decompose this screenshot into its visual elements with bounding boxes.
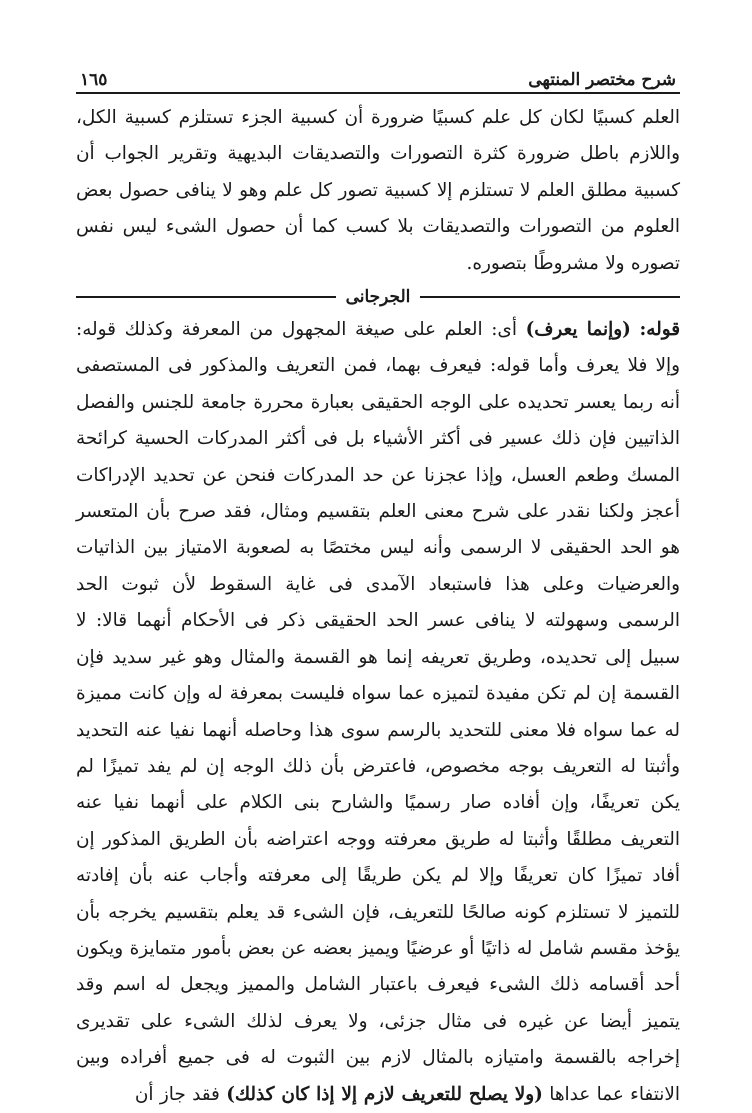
section-title: الجرجانى xyxy=(345,287,411,308)
page-number: ١٦٥ xyxy=(80,70,108,90)
divider-rule-left xyxy=(76,296,336,298)
page-header xyxy=(76,62,680,94)
qawluh-label: قوله: xyxy=(639,319,680,341)
running-title: شرح مختصر المنتهى xyxy=(528,70,676,90)
divider-rule-right xyxy=(420,296,680,298)
quoted-text-2: (ولا يصلح للتعريف لازم إلا إذا كان كذلك) xyxy=(226,1083,543,1105)
main-paragraph xyxy=(76,312,680,1113)
commentary-text-1: أى: العلم على صيغة المجهول من المعرفة وكذلك قوله: وإلا فلا يعرف وأما قوله: فيعرف بهما، فمن التعريف والمذكور فى المستصفى أنه ربما يعسر تحديده على الوجه الحقيقى بعبارة محررة جامعة للجنس والفصل الذاتيين فإن ذلك عسير فى أكثر الأشياء بل فى أكثر المدركات الحسية كرائحة المسك وطعم العسل، وإذا عجزنا عن حد المدركات فنحن عن تحديد الإدراكات أعجز ولكنا نقدر على شرح معنى العلم بتقسيم ومثال، فقد صرح بأن المتعسر هو الحد الحقيقى لا الرسمى وأنه ليس مختصًا به لصعوبة الامتياز بين الذاتيات والعرضيات وعلى هذا فاستبعاد الآمدى فى غاية السقوط لأن ثبوت الحد الرسمى وسهولته لا ينافى عسر الحد الحقيقى ذكر فى الأحكام أنهما قالا: لا سبيل إلى تحديده، وطريق تعريفه إنما هو القسمة والمثال وهو غير سديد فإن القسمة إن لم تكن مفيدة لتميزه عما سواه فليست بمعرفة له وإن كانت مميزة له عما سواه فلا معنى للتحديد بالرسم سوى هذا وحاصله أنهما نفيا عنه التحديد وأثبتا له التعريف بوجه مخصوص، فاعترض بأن ذلك الوجه إن لم يفد تميزًا لم يكن تعريفًا، وإن أفاده صار رسميًا والشارح بنى الكلام على أنهما نفيا عنه التعريف مطلقًا وأثبتا له طريق معرفته ووجه اعتراضه بأن الطريق المذكور إن أفاد تميزًا كان تعريفًا وإلا لم يكن طريقًا إلى معرفته وأجاب عنه بأن إفادته للتميز لا تستلزم كونه صالحًا للتعريف، فإن الشىء قد يعلم بتقسيم يخرجه بأن يؤخذ مقسم شامل له ذاتيًا أو عرضيًا ويميز بعضه عن بعض بأمور متمايزة ويكون أحد أقسامه ذلك الشىء فيعرف باعتبار الشامل والمميز ويجعل له اسم وقد يتميز أيضا عن غيره فى مثال جزئى، ولا يعرف لذلك الشىء على تقديرى إخراجه بالقسمة وامتيازه بالمثال لازم بين الثبوت له فى جميع أفراده وبين الانتفاء عما عداها xyxy=(76,319,680,1105)
commentary-text-2: فقد جاز أن xyxy=(134,1083,220,1105)
quoted-text-1: (وإنما يعرف) xyxy=(525,319,631,341)
top-paragraph: العلم كسبيًا لكان كل علم كسبيًا ضرورة أن كسبية الجزء تستلزم كسبية الكل، واللازم باطل ضرورة كثرة التصورات والتصديقات البديهية وتقرير الجواب أن كسبية مطلق العلم لا تستلزم إلا كسبية تصور كل علم وهو لا ينافى حصول بعض العلوم من التصورات والتصديقات بلا كسب كما أن حصول الشىء ليس نفس تصوره ولا مشروطًا بتصوره. xyxy=(76,107,680,274)
section-divider xyxy=(76,284,680,310)
document-page xyxy=(76,62,680,1113)
